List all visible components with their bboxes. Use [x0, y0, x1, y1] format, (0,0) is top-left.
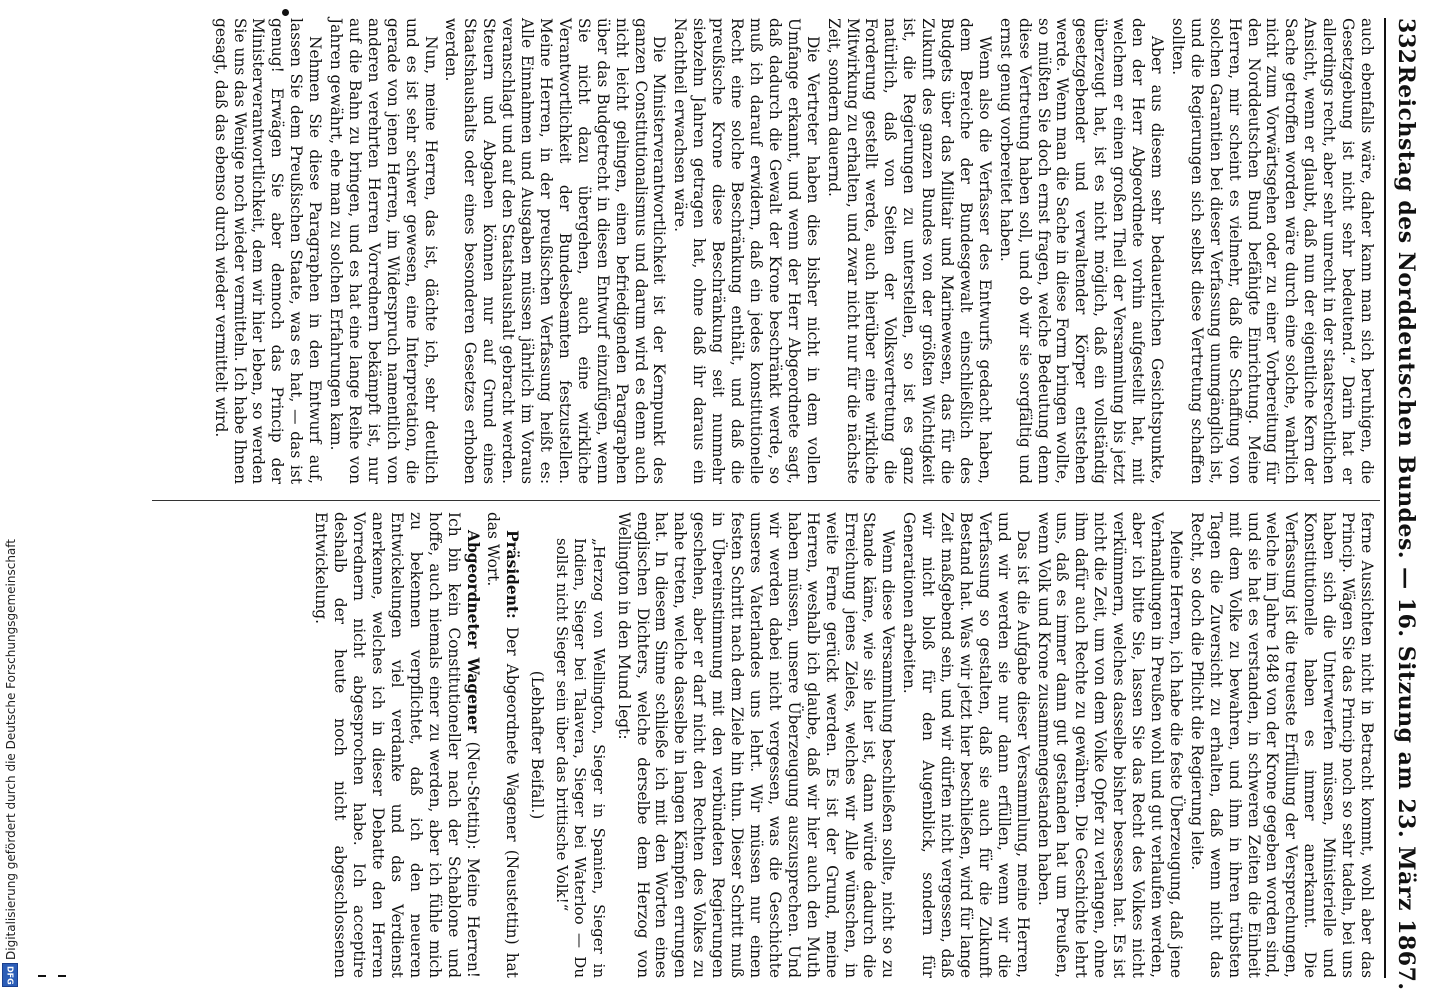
page-header	[1384, 18, 1426, 991]
paragraph: Nehmen Sie diese Paragraphen in den Entwurf auf, lassen Sie dem Preußischen Staate, was es hat, — das ist genug! Erwägen Sie aber dennoch das Princip der Ministerverantwortlichkeit, dem wir hier leben, so werden Sie uns das Wenige noch wieder vermitteln. Ich habe Ihnen gesagt, daß das ebenso durch wieder vermittelt wird.	[211, 18, 325, 484]
paragraph: Aber aus diesem sehr bedauerlichen Gesichtspunkte, den der Herr Abgeordnete vorhin aufgestellt hat, mit welchem er einen großen Theil der Versammlung bis jetzt überzeugt hat, ist es nicht möglich, daß ein vollständig gesetzgebender und verwaltender Körper entstehen werde. Wenn man die Sache in diese Form bringen wollte, so müßten Sie doch ernst fragen, welche Bedeutung denn diese Vertretung haben soll, und ob wir sie sorgfältig und ernst genug vorbereitet haben.	[996, 18, 1167, 484]
quote-line: „Herzog von Wellington, Sieger in Spanien, Sieger in Indien, Sieger bei Talavera, Sieger bei Waterloo — Du sollst nicht Sieger sein über das brittische Volk!“	[552, 538, 608, 978]
running-title: Reichstag des Norddeutschen Bundes. — 16. Sitzung am 23. März 1867.	[1393, 65, 1419, 991]
column-divider	[152, 500, 1380, 501]
paragraph: Die Ministerverantwortlichkeit ist der Kernpunkt des ganzen Constitutionalismus und darum wird es denn auch nicht leicht gelingen, einen befriedigenden Paragraphen über das Budgetrecht in diesen Entwurf einzufügen, wenn Sie nicht dazu übergehen, auch eine wirkliche Verantwortlichkeit der Bundesbeamten festzustellen. Meine Herren, in der preußischen Verfassung heißt es: Alle Einnahmen und Ausgaben müssen jährlich im Voraus veranschlagt und auf den Staatshaushalt gebracht werden. Steuern und Abgaben können nur auf Grund eines Staatshaushalts oder eines besonderen Gesetzes erhoben werden.	[442, 18, 669, 484]
speech-text: Der Abgeordnete Wagener (Neustettin) hat das Wort.	[484, 512, 522, 978]
speaker-name: Präsident:	[503, 530, 522, 619]
paragraph: Die Vertreter haben dies bisher nicht in dem vollen Umfange erkannt, und wenn der Herr Abgeordnete sagt, daß dadurch die Gewalt der Krone beschränkt werde, so muß ich darauf erwidern, daß ein jedes konstitutionelle Recht eine solche Beschränkung enthält, und daß die preußische Krone diese Beschränkung seit nunmehr siebzehn Jahren getragen hat, ohne daß ihr daraus ein Nachtheil erwachsen wäre.	[671, 18, 822, 484]
scan-mark	[58, 975, 66, 977]
quotation	[552, 538, 608, 978]
paragraph: Das ist die Aufgabe dieser Versammlung, meine Herren, und wir werden sie nur dann erfüllen, wenn wir die Verfassung so gestalten, daß sie auch für die Zukunft Bestand hat. Was wir jetzt hier beschließen, wird für lange Zeit maßgebend sein, und wir dürfen nicht vergessen, daß wir nicht bloß für den Augenblick, sondern für Generationen arbeiten.	[900, 512, 1032, 978]
closing-paragraph	[311, 512, 481, 978]
credit-margin	[0, 0, 24, 1000]
stage-direction: (Lebhafter Beifall.)	[528, 670, 547, 820]
digitization-credit: Digitalisierung gefördert durch die Deutsche Forschungsgemeinschaft	[4, 538, 18, 960]
speaker-name: Abgeordneter Wagener	[463, 530, 482, 734]
right-column	[309, 512, 1376, 978]
paragraph: auch ebenfalls wäre, daher kann man sich beruhigen, die Gesetzgebung ist nicht sehr bedeutend.“ Darin hat er allerdings recht, aber sehr unrecht in der staatsrechtlichen Ansicht, wenn er glaubt, daß nun der eigentliche Kern der Sache getroffen worden wäre durch eine solche, wahrlich nicht zum Vorwärtsgehen oder zu einer Vorbereitung für den Norddeutschen Bund befähigte Einrichtung. Meine Herren, mir scheint es vielmehr, daß die Schaffung von solchen Garantien bei dieser Verfassung unumgänglich ist, und die Regierungen sich selbst diese Vertretung schaffen sollten.	[1168, 18, 1376, 484]
speech-text: (Neu-Stettin): Meine Herren! Ich bin kein Constitutioneller nach der Schablone und hoffe, auch niemals einer zu werden, aber ich fühle mich zu bekennen verpflichtet, daß ich den neueren Entwickelungen viel verdanke und das Verdienst anerkenne, welches ich in dieser Debatte den Herren Vorrednern nicht abgesprochen habe. Ich acceptire deshalb der heute noch nicht abgeschlossenen Entwickelung.	[312, 512, 482, 978]
scan-mark	[38, 975, 46, 977]
dfg-logo: DFG	[2, 963, 18, 987]
paragraph: Meine Herren, ich habe die feste Überzeugung, daß jene Verhandlungen in Preußen wohl und gut verlaufen werden, aber ich bitte Sie, lassen Sie das Recht des Volkes nicht verkümmern, welches dasselbe bisher besessen hat. Es ist nicht die Zeit, um von dem Volke Opfer zu verlangen, ohne ihm dafür auch Rechte zu gewähren. Die Geschichte lehrt uns, daß es immer dann gut gestanden hat um Preußen, wenn Volk und Krone zusammengestanden haben.	[1034, 512, 1185, 978]
scan-speck	[282, 9, 289, 16]
closing-paragraph	[484, 512, 522, 978]
paragraph: Wenn diese Versammlung beschließen sollte, nicht so zu Stande käme, wie sie hier ist, dann würde dadurch die Erreichung jenes Zieles, welches wir Alle wünschen, in weite Ferne gerückt werden. Es ist der Grund, meine Herren, weshalb ich glaube, daß wir hier auch den Muth haben müssen, unsere Überzeugung auszusprechen. Und wir werden dabei nicht vergessen, was die Geschichte unseres Vaterlandes uns lehrt. Wir müssen nur einen festen Schritt nach dem Ziele hin thun. Dieser Schritt muß in Übereinstimmung mit den verbündeten Regierungen geschehen, aber er darf nicht den Rechten des Volkes zu nahe treten, welche dasselbe in langen Kämpfen errungen hat. In diesem Sinne schließe ich mit den Worten eines englischen Dichters, welche derselbe dem Herzog von Wellington in den Mund legt:	[614, 512, 898, 978]
left-column	[209, 18, 1376, 484]
paragraph: ferne Aussichten nicht in Betracht kommt, wohl aber das Princip. Wägen Sie das Princip noch so sehr tadeln, bei uns haben sich die Unterwerfen müssen, Ministerielle und Konstitutionelle haben es immer anerkannt. Die Verfassung ist die treueste Erfüllung der Versprechungen, welche im Jahre 1848 von der Krone gegeben worden sind, und sie hat es verstanden, in schweren Zeiten die Einheit mit dem Volke zu bewahren, und ihm in ihren trübsten Tagen die Zuversicht zu erhalten, daß wenn nicht das Recht, so doch die Pflicht die Regierung leite.	[1187, 512, 1376, 978]
paragraph: Nun, meine Herren, das ist, dächte ich, sehr deutlich und es ist sehr schwer gewesen, eine Interpretation, die gerade von jenen Herren, im Widerspruch namentlich von anderen verehrten Herren Vorrednern bekämpft ist, nur auf die Bahn zu bringen, und es hat eine lange Reihe von Jahren gewährt, ehe man zu solchen Erfahrungen kam.	[327, 18, 440, 484]
page-number: 332	[1393, 18, 1419, 64]
paragraph: Wenn also die Verfasser des Entwurfs gedacht haben, dem Bereiche der Bundesgewalt einschließlich des Budgets über das Militair und Marinewesen, das für die Zukunft des ganzen Bundes von der größten Wichtigkeit ist, die Regierungen zu unterstellen, so ist es ganz natürlich, daß von Seiten der Volksvertretung die Forderung gestellt werde, auch hierüber eine wirkliche Mitwirkung zu erhalten, und zwar nicht nur für die nächste Zeit, sondern dauernd.	[824, 18, 994, 484]
